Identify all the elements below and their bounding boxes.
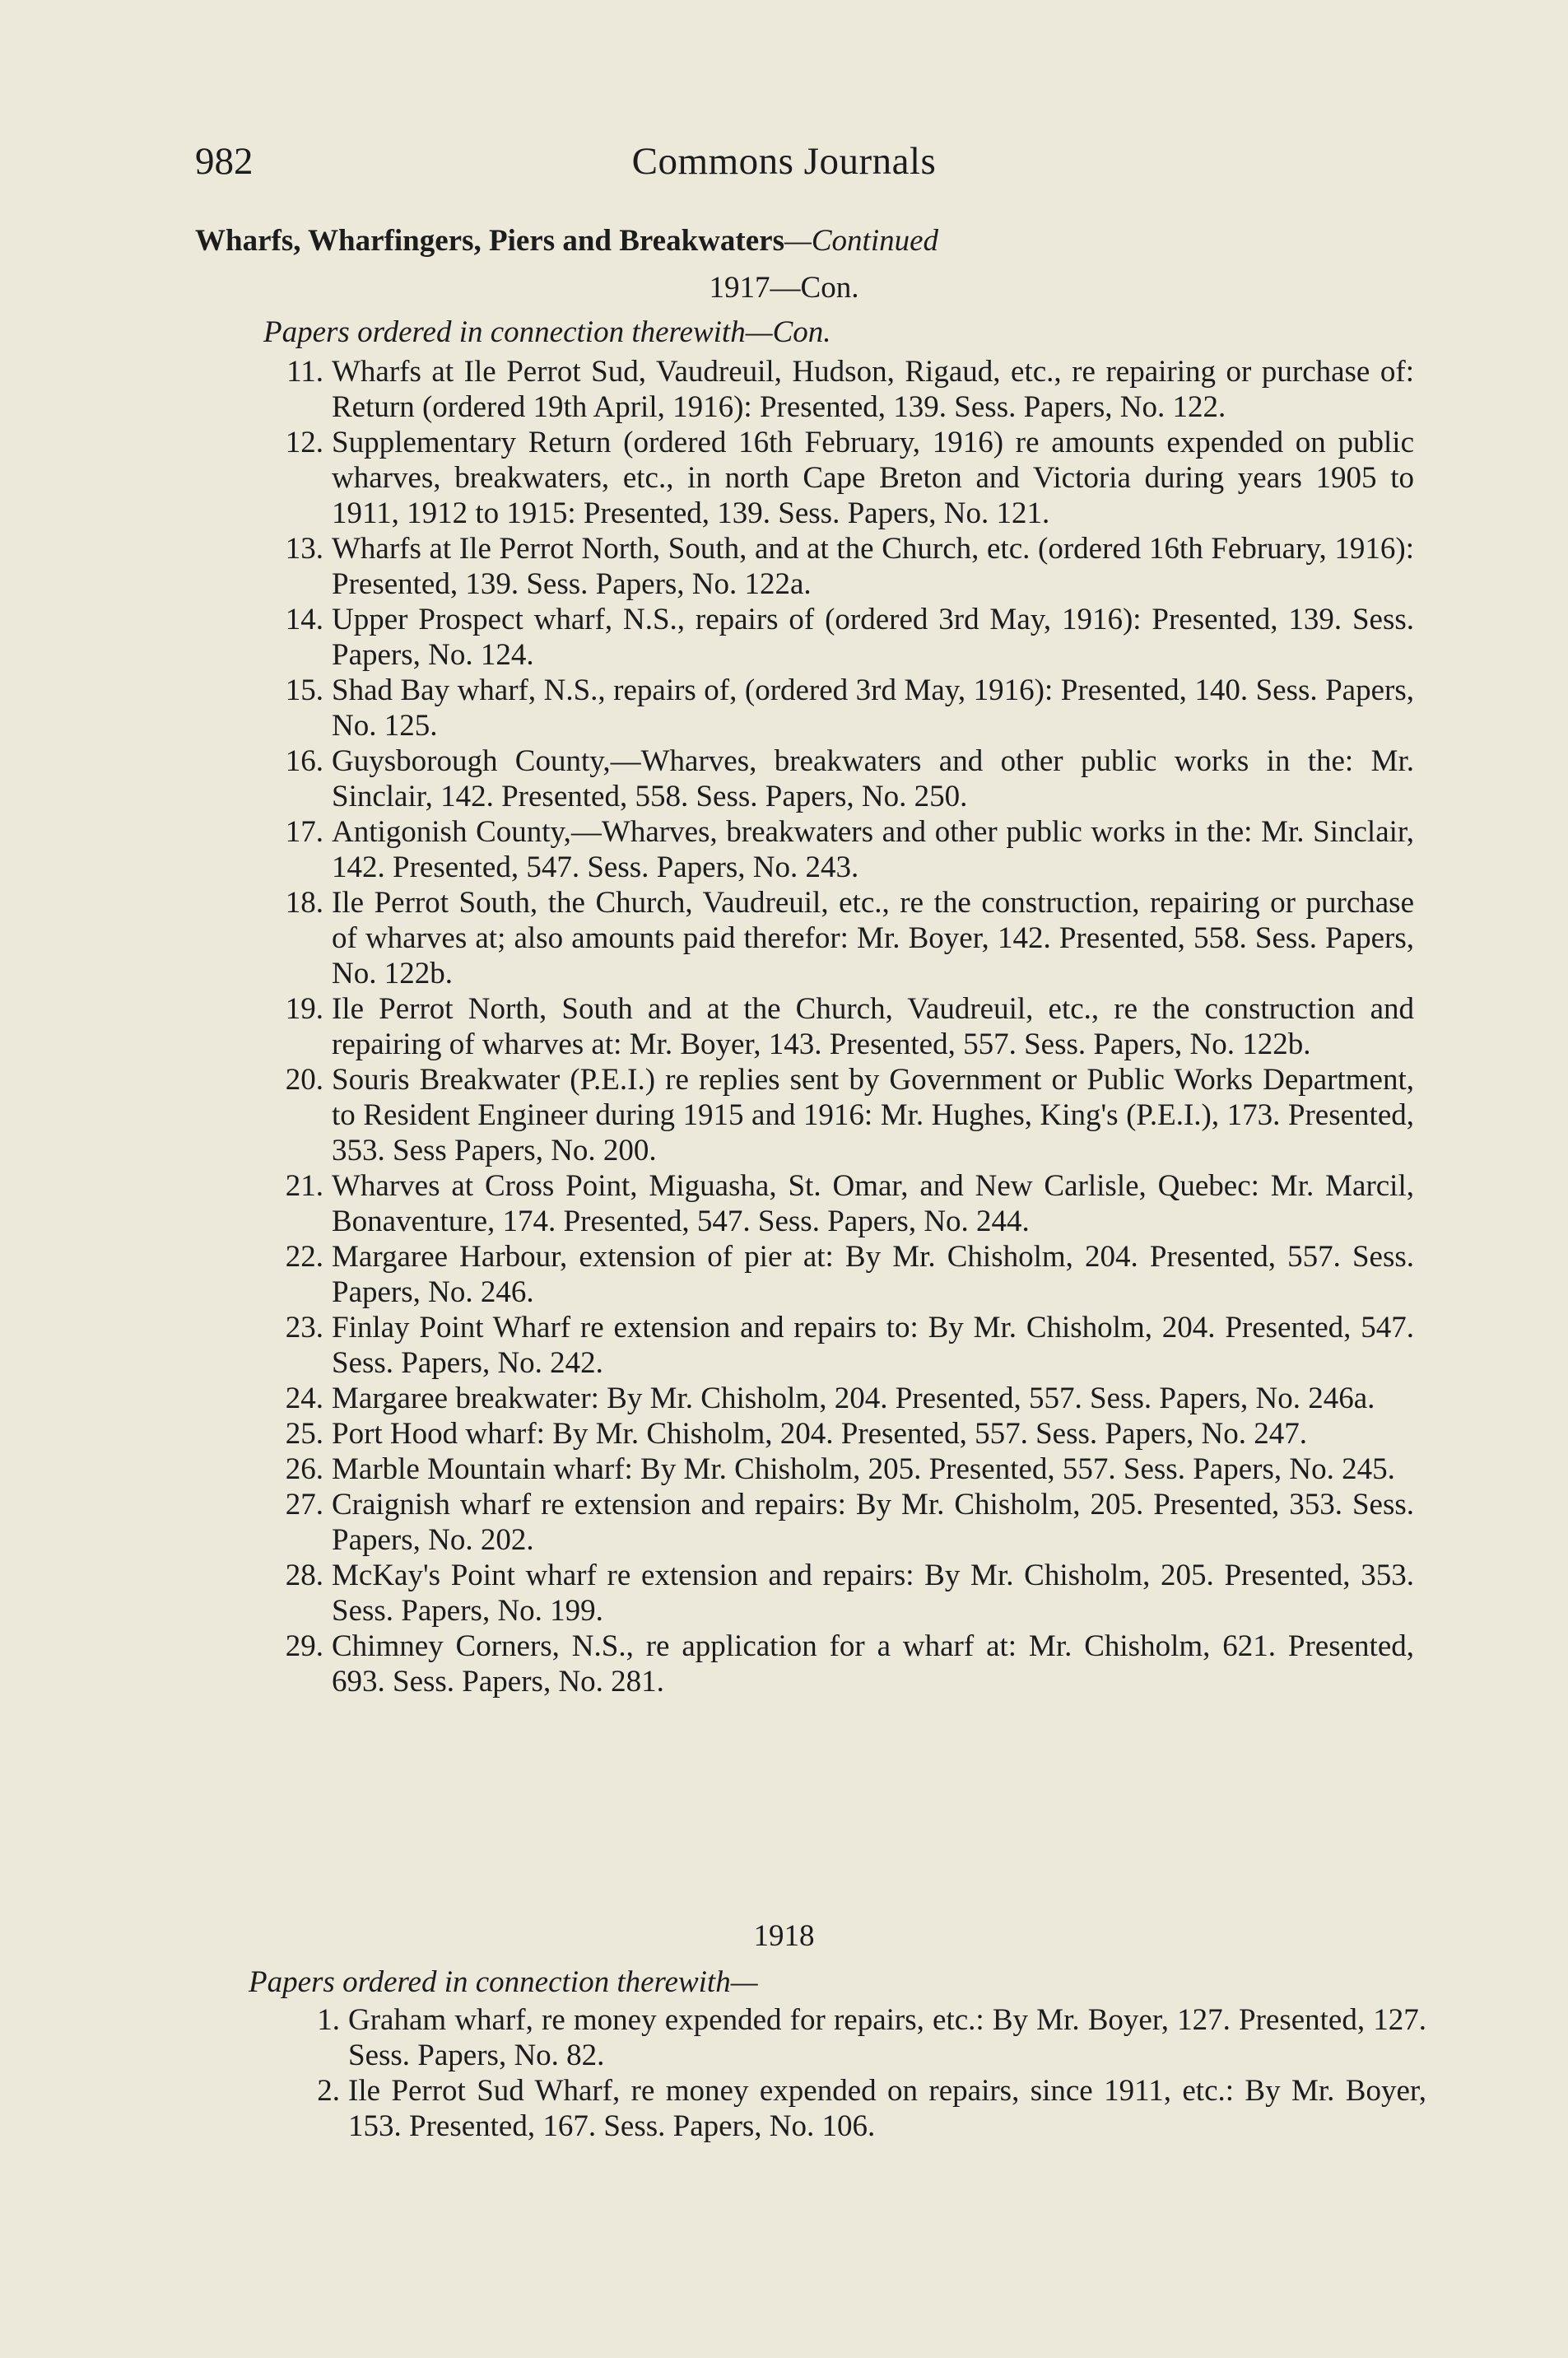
entry-number: 23.	[285, 1311, 323, 1344]
list-item	[285, 1239, 1414, 1310]
subheading-1917: Papers ordered in connection therewith—Con.	[263, 315, 831, 349]
entry-number: 15.	[285, 673, 323, 707]
entry-text: Ile Perrot South, the Church, Vaudreuil, etc., re the construction, repairing or purchase of wharves at; also amounts paid therefor: Mr. Boyer, 142. Presented, 558. Sess. Papers, No. 122b.	[332, 886, 1414, 990]
list-item	[285, 425, 1414, 531]
list-item	[285, 1487, 1414, 1558]
entry-number: 11.	[286, 355, 323, 389]
entry-text: Ile Perrot North, South and at the Church, Vaudreuil, etc., re the construction and repairing of wharves at: Mr. Boyer, 143. Presented, 557. Sess. Papers, No. 122b.	[332, 992, 1414, 1061]
entry-text: Port Hood wharf: By Mr. Chisholm, 204. Presented, 557. Sess. Papers, No. 247.	[332, 1417, 1307, 1451]
entry-text: Supplementary Return (ordered 16th February, 1916) re amounts expended on public wharves, breakwaters, etc., in north Cape Breton and Victoria during years 1905 to 1911, 1912 to 1915: Presented, 139. Sess. Papers, No. 121.	[332, 426, 1414, 530]
list-item	[286, 354, 1414, 425]
entry-number: 18.	[285, 886, 323, 920]
list-item	[285, 673, 1414, 743]
entry-text: Ile Perrot Sud Wharf, re money expended on repairs, since 1911, etc.: By Mr. Boyer, 153. Presented, 167. Sess. Papers, No. 106.	[348, 2074, 1426, 2143]
list-item	[285, 1452, 1414, 1487]
entry-text: McKay's Point wharf re extension and repairs: By Mr. Chisholm, 205. Presented, 353. Sess. Papers, No. 199.	[332, 1559, 1414, 1628]
section-heading	[195, 221, 938, 262]
list-item	[285, 1168, 1414, 1239]
entry-number: 29.	[285, 1629, 323, 1663]
entry-number: 21.	[285, 1169, 323, 1203]
entry-text: Chimney Corners, N.S., re application for a wharf at: Mr. Chisholm, 621. Presented, 693. Sess. Papers, No. 281.	[332, 1629, 1414, 1699]
entry-number: 20.	[285, 1063, 323, 1097]
list-item	[285, 885, 1414, 991]
entry-number: 22.	[285, 1240, 323, 1274]
entry-number: 24.	[285, 1382, 323, 1415]
list-item	[285, 1310, 1414, 1381]
list-item	[317, 2073, 1426, 2144]
list-item	[285, 1062, 1414, 1168]
entry-number: 13.	[285, 532, 323, 566]
entry-text: Craignish wharf re extension and repairs: By Mr. Chisholm, 205. Presented, 353. Sess. Papers, No. 202.	[332, 1488, 1414, 1557]
entry-number: 28.	[285, 1559, 323, 1592]
list-item	[285, 1629, 1414, 1699]
entry-text: Finlay Point Wharf re extension and repairs to: By Mr. Chisholm, 204. Presented, 547. Sess. Papers, No. 242.	[332, 1311, 1414, 1380]
year-heading-1918: 1918	[753, 1919, 815, 1953]
list-item	[285, 1416, 1414, 1452]
entry-number: 2.	[317, 2074, 340, 2108]
entry-text: Souris Breakwater (P.E.I.) re replies sent by Government or Public Works Department, to Resident Engineer during 1915 and 1916: Mr. Hughes, King's (P.E.I.), 173. Presented, 353. Sess Papers, No. 200.	[332, 1063, 1414, 1167]
entry-number: 17.	[285, 815, 323, 849]
entry-text: Wharfs at Ile Perrot North, South, and at the Church, etc. (ordered 16th February, 1916): Presented, 139. Sess. Papers, No. 122a.	[332, 532, 1414, 601]
entry-text: Margaree breakwater: By Mr. Chisholm, 204. Presented, 557. Sess. Papers, No. 246a.	[332, 1382, 1375, 1415]
entry-list-1918	[317, 2002, 1426, 2144]
entry-number: 1.	[317, 2003, 340, 2037]
entry-number: 16.	[285, 744, 323, 778]
entry-text: Marble Mountain wharf: By Mr. Chisholm, 205. Presented, 557. Sess. Papers, No. 245.	[332, 1452, 1395, 1486]
entry-text: Margaree Harbour, extension of pier at: By Mr. Chisholm, 204. Presented, 557. Sess. Papers, No. 246.	[332, 1240, 1414, 1309]
entry-text: Wharves at Cross Point, Miguasha, St. Omar, and New Carlisle, Quebec: Mr. Marcil, Bonaventure, 174. Presented, 547. Sess. Papers, No. 244.	[332, 1169, 1414, 1238]
list-item	[285, 531, 1414, 602]
subheading-1918: Papers ordered in connection therewith—	[249, 1965, 758, 1999]
entry-number: 19.	[285, 992, 323, 1026]
list-item	[285, 814, 1414, 885]
page-number: 982	[195, 140, 254, 183]
entry-list-1917	[285, 354, 1414, 1699]
list-item	[285, 1558, 1414, 1629]
section-heading-title: Wharfs, Wharfingers, Piers and Breakwaters	[195, 224, 784, 258]
list-item	[285, 743, 1414, 814]
entry-number: 26.	[285, 1452, 323, 1486]
entry-number: 12.	[285, 426, 323, 459]
section-heading-continued: —Continued	[784, 224, 939, 258]
list-item	[285, 1381, 1414, 1416]
entry-text: Graham wharf, re money expended for repairs, etc.: By Mr. Boyer, 127. Presented, 127. Sess. Papers, No. 82.	[348, 2003, 1426, 2072]
entry-text: Guysborough County,—Wharves, breakwaters and other public works in the: Mr. Sinclair, 142. Presented, 558. Sess. Papers, No. 250.	[332, 744, 1414, 813]
list-item	[285, 602, 1414, 673]
list-item	[317, 2002, 1426, 2073]
entry-text: Wharfs at Ile Perrot Sud, Vaudreuil, Hudson, Rigaud, etc., re repairing or purchase of: Return (ordered 19th April, 1916): Presented, 139. Sess. Papers, No. 122.	[332, 355, 1414, 424]
list-item	[285, 991, 1414, 1062]
running-title: Commons Journals	[631, 140, 937, 183]
entry-text: Antigonish County,—Wharves, breakwaters and other public works in the: Mr. Sinclair, 142. Presented, 547. Sess. Papers, No. 243.	[332, 815, 1414, 884]
entry-text: Upper Prospect wharf, N.S., repairs of (ordered 3rd May, 1916): Presented, 139. Sess. Papers, No. 124.	[332, 603, 1414, 672]
entry-number: 27.	[285, 1488, 323, 1522]
entry-text: Shad Bay wharf, N.S., repairs of, (ordered 3rd May, 1916): Presented, 140. Sess. Papers, No. 125.	[332, 673, 1414, 743]
year-heading-1917: 1917—Con.	[709, 271, 859, 305]
entry-number: 14.	[285, 603, 323, 636]
entry-number: 25.	[285, 1417, 323, 1451]
